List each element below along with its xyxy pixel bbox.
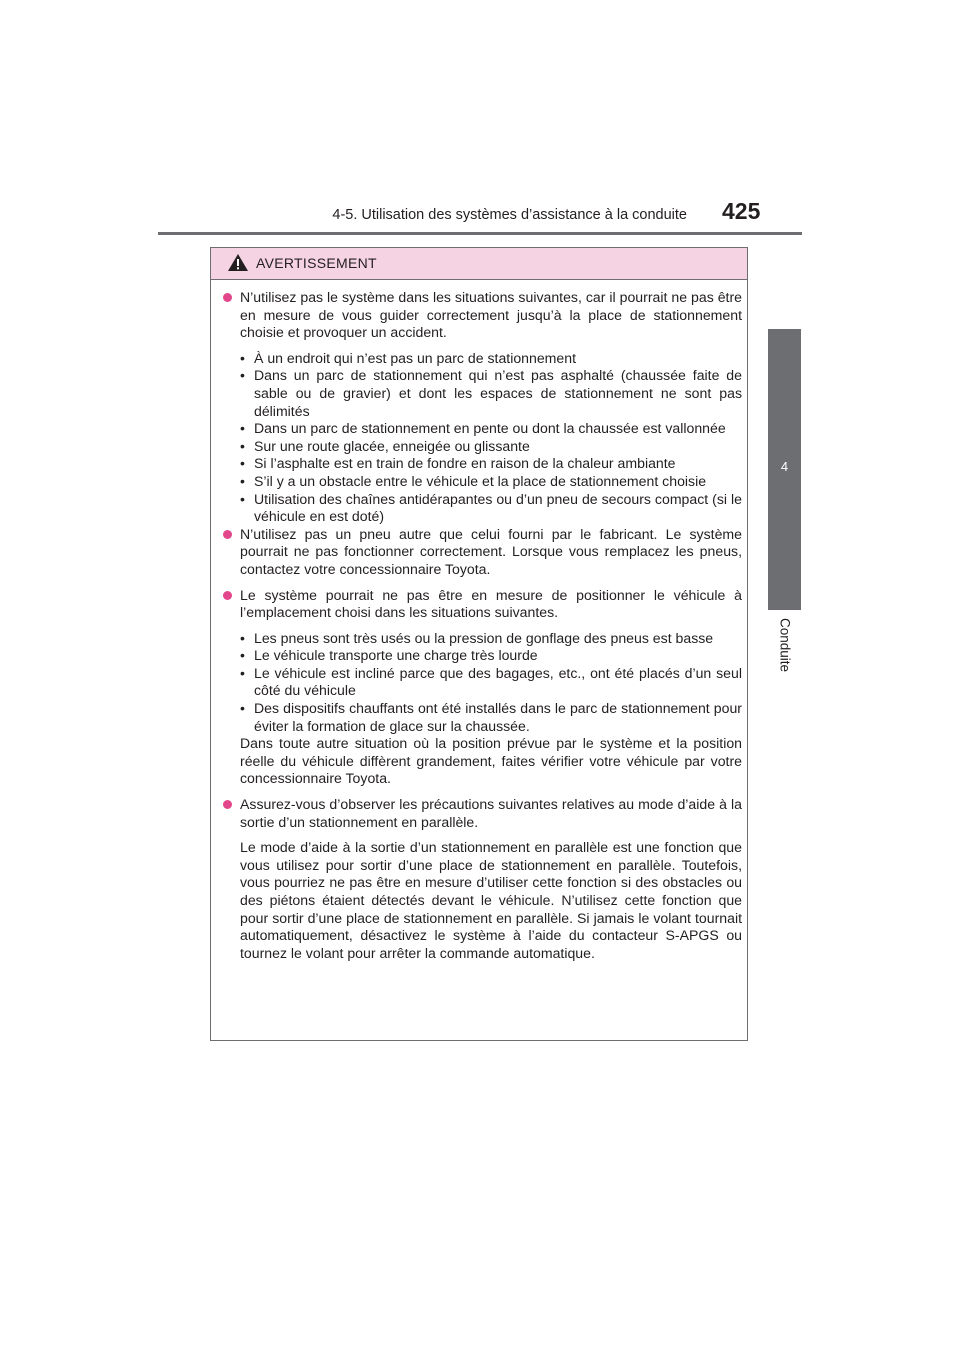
warning-triangle-icon [227,253,249,277]
warning-item-content [240,587,742,789]
sub-list-item: • Le véhicule est incliné parce que des bagages, etc., ont été placés d’un seul côté du véhicule [240,665,742,700]
sub-list-item: • Si l’asphalte est en train de fondre en raison de la chaleur ambiante [240,455,742,473]
warning-title: AVERTISSEMENT [256,255,377,271]
warning-item-trailing-text: Dans toute autre situation où la position prévue par le système et la position réelle du véhicule diffèrent grandement, faites vérifier votre véhicule par votre concessionnaire Toyota. [240,735,742,787]
warning-item [223,289,742,526]
sub-list-item: • Les pneus sont très usés ou la pression de gonflage des pneus est basse [240,630,742,648]
warning-item [223,796,742,962]
page-number: 425 [722,198,761,224]
warning-item-content [240,526,742,579]
bullet-dot-icon [223,293,232,302]
warning-item [223,587,742,789]
bullet-dot-icon [223,530,232,539]
warning-item-text: N’utilisez pas un pneu autre que celui fourni par le fabricant. Le système pourrait ne pas fonctionner correctement. Lorsque vous remplacez les pneus, contactez votre concessionnaire Toyota. [240,525,742,577]
sub-list-item: • S’il y a un obstacle entre le véhicule et la place de stationnement choisie [240,473,742,491]
section-title: 4-5. Utilisation des systèmes d’assistance à la conduite [332,207,687,223]
warning-item-text: Le système pourrait ne pas être en mesure de positionner le véhicule à l’emplacement choisi dans les situations suivantes. [240,586,742,621]
chapter-label [768,617,801,677]
chapter-label-text: Conduite [777,617,792,673]
bullet-dot-icon [223,591,232,600]
warning-item-content [240,289,742,526]
chapter-number: 4 [780,459,789,474]
sub-list-item: • Sur une route glacée, enneigée ou glissante [240,438,742,456]
warning-item-content [240,796,742,962]
warning-item-text: N’utilisez pas le système dans les situations suivantes, car il pourrait ne pas être en mesure de vous guider correctement jusqu’à la place de stationnement choisie et provoquer un accident. [240,289,742,341]
bullet-dot-icon [223,800,232,809]
warning-item-extra-text: Le mode d’aide à la sortie d’un stationnement en parallèle est une fonction que vous utilisez pour sortir d’une place de stationnement en parallèle. Toutefois, vous pourriez ne pas être en mesure d’utiliser cette fonction si des obstacles ou des piétons étaient détectés devant le véhicule. N’utilisez cette fonction que pour sortir d’une place de stationnement en parallèle. Si jamais le volant tournait automatiquement, désactivez le système à l’aide du contacteur S-APGS ou tournez le volant pour arrêter la commande automatique. [240,839,742,961]
sub-list [240,630,742,736]
warning-header [211,248,747,280]
warning-body [211,280,747,962]
sub-list-item: • Le véhicule transporte une charge très lourde [240,647,742,665]
warning-box [210,247,748,1041]
sub-list-item: • Dans un parc de stationnement qui n’est pas asphalté (chaussée faite de sable ou de gravier) et dont les espaces de stationnement ne sont pas délimités [240,367,742,420]
sub-list-item: • Des dispositifs chauffants ont été installés dans le parc de stationnement pour éviter la formation de glace sur la chaussée. [240,700,742,735]
sub-list-item: • Utilisation des chaînes antidérapantes ou d’un pneu de secours compact (si le véhicule en est doté) [240,491,742,526]
sub-list-item: • Dans un parc de stationnement en pente ou dont la chaussée est vallonnée [240,420,742,438]
sub-list-item: • À un endroit qui n’est pas un parc de stationnement [240,350,742,368]
header-rule [158,232,802,235]
sub-list [240,350,742,526]
warning-item-text: Assurez-vous d’observer les précautions suivantes relatives au mode d’aide à la sortie d’un stationnement en parallèle. [240,796,742,830]
chapter-tab [768,329,801,610]
warning-item [223,526,742,579]
